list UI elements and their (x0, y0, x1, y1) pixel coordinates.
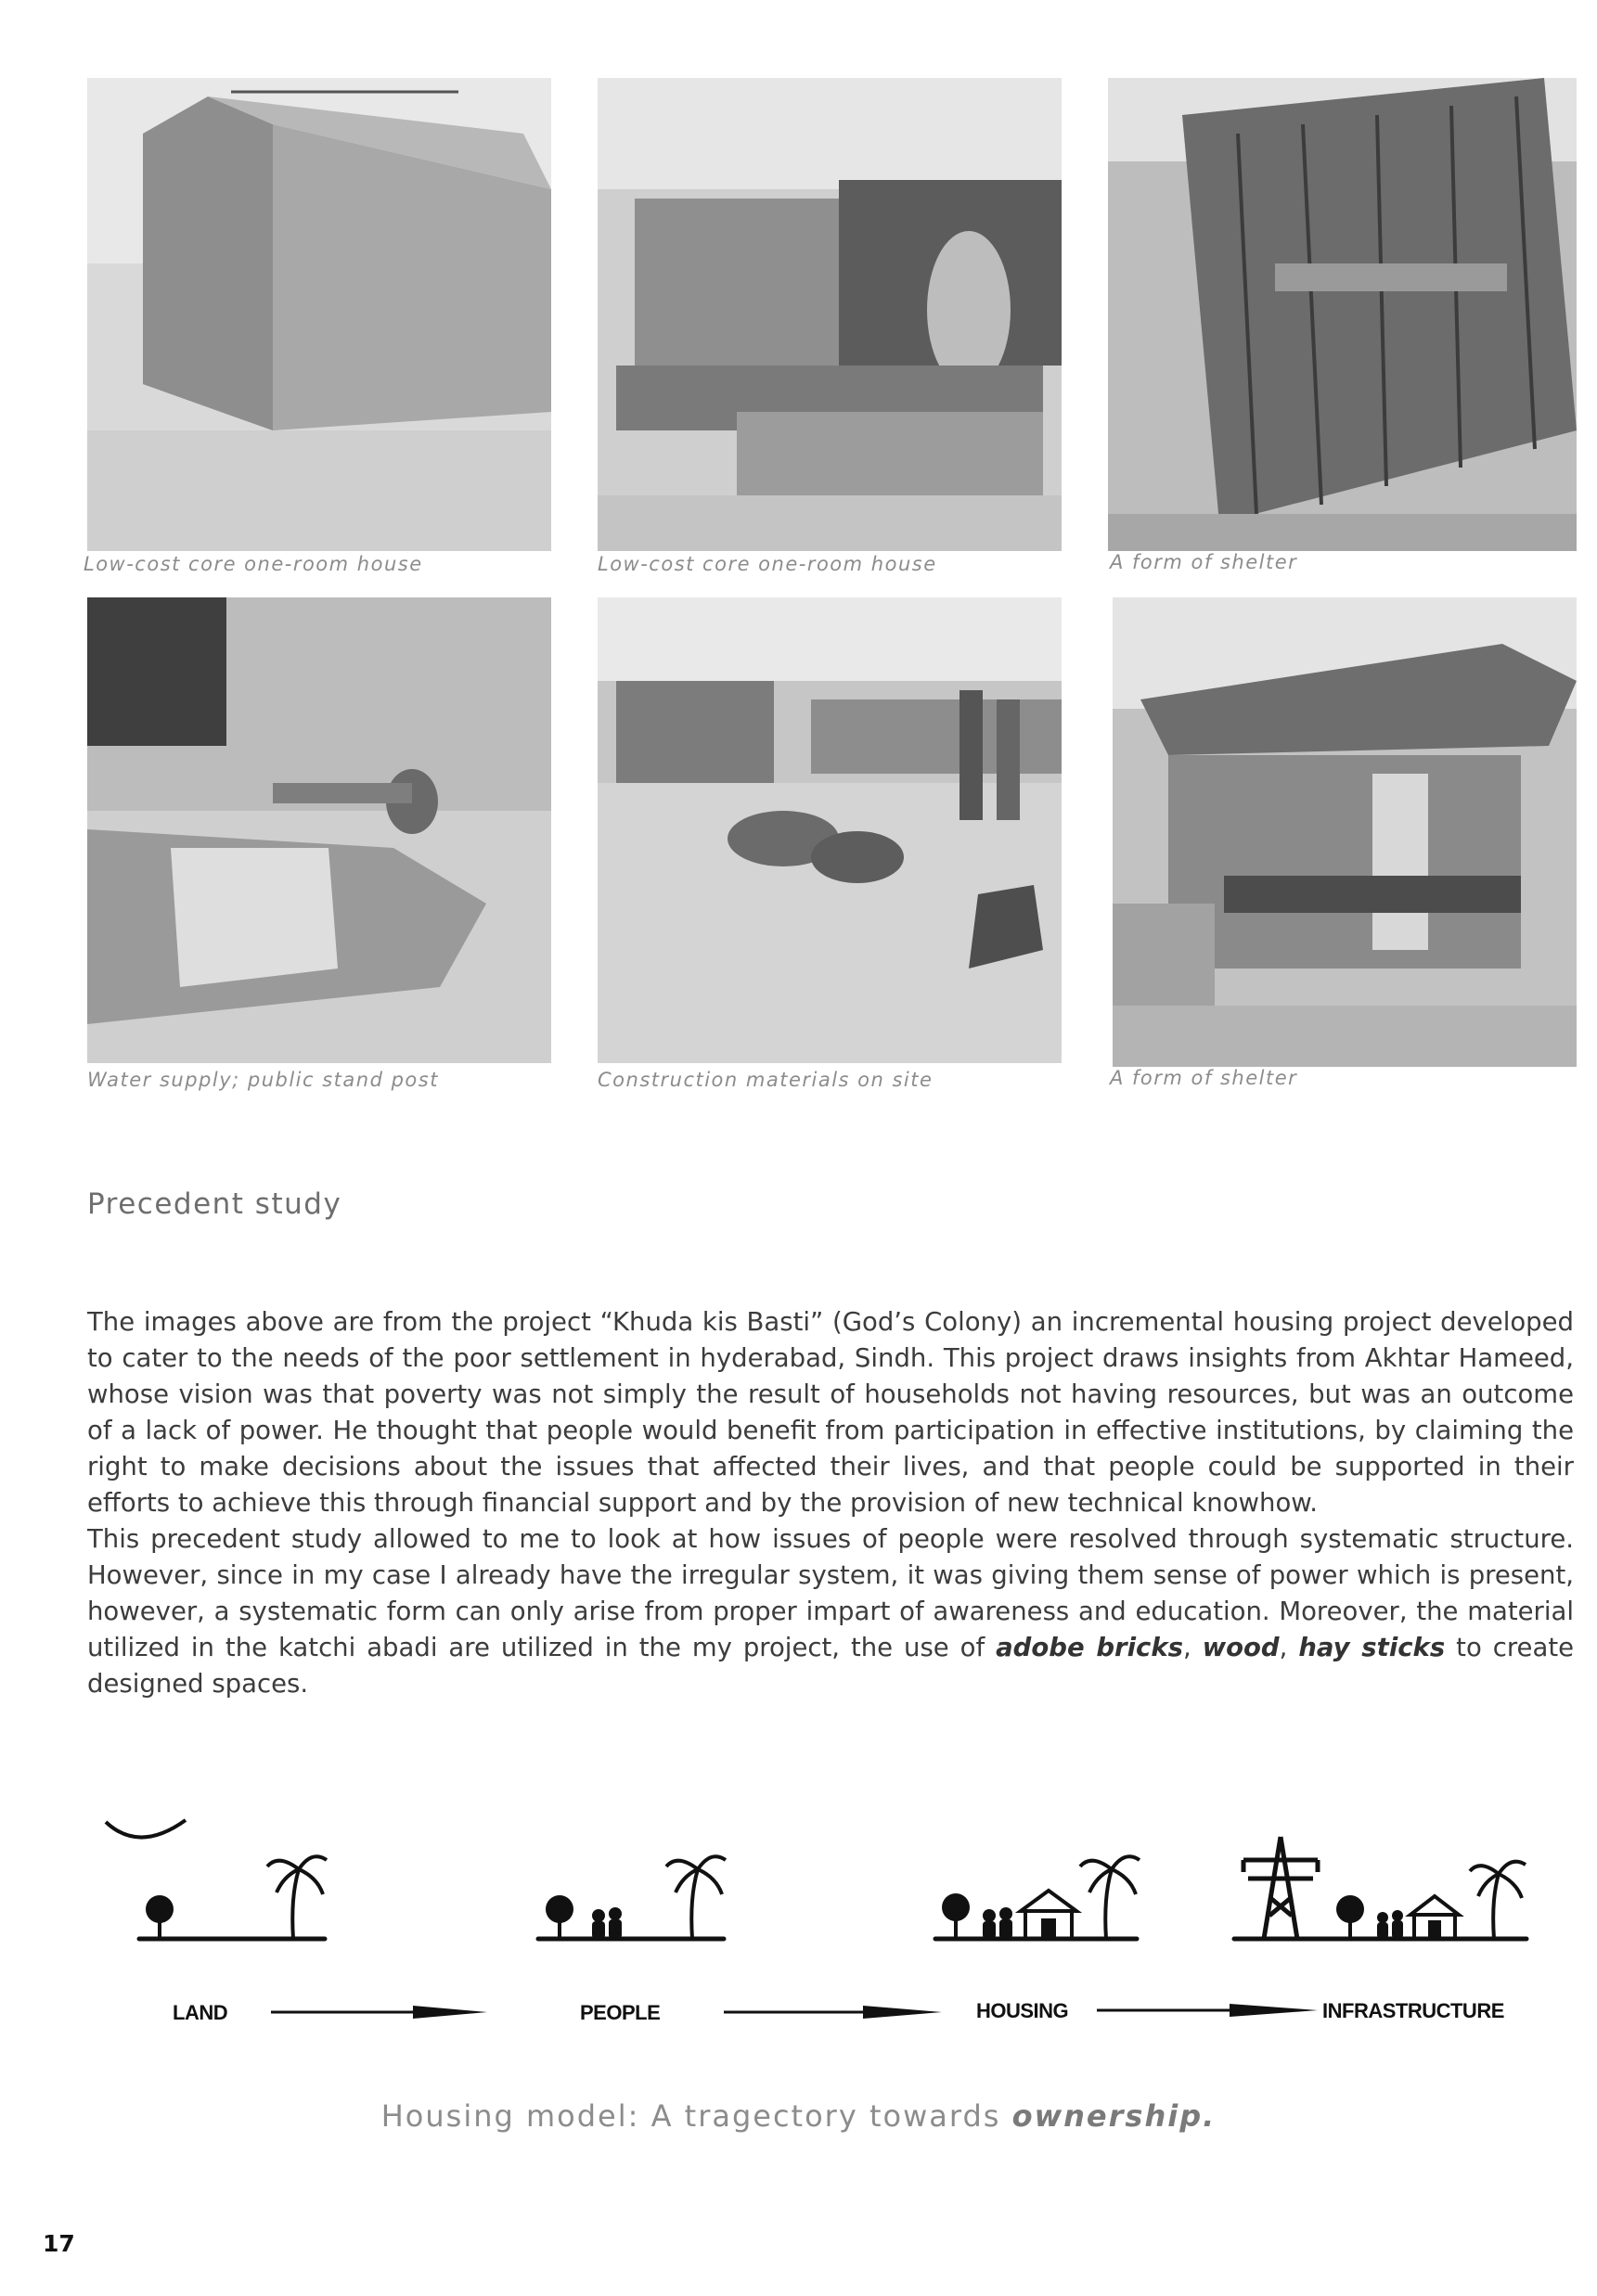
house-icon (1021, 1891, 1076, 1939)
paragraph-text: This precedent study allowed to me to look at how issues of people were resolved through systematic structure. However, since in my case I already have the irregular system, it was giving them sense of power which is present, however, a systematic form can only arise from proper impart of awareness and education. Moreover, the material utilized in the katchi abadi are utilized in the my project, the use of (87, 1524, 1574, 1662)
photo-stand-post (87, 597, 551, 1063)
diagram-caption-emphasis: ownership. (1011, 2098, 1217, 2134)
paragraph-text: to create designed spaces. (87, 1633, 1575, 1699)
photo-core-house-1 (87, 78, 551, 551)
tree-icon (546, 1895, 573, 1939)
photo-shelter-2 (1113, 597, 1577, 1067)
power-pylon-icon (1243, 1837, 1318, 1939)
paragraph: The images above are from the project “Khuda kis Basti” (God’s Colony) an incremental housing project developed to cater to the needs of the poor settlement in hyderabad, Sindh. This project draws insights from Akhtar Hameed, whose vision was that poverty was not simply the result of households not having resources, but was an outcome of a lack of power. He thought that people would benefit from participation in effective institutions, by claiming the right to make decisions about the issues that affected their lives, and that people could be supported in their efforts to achieve this through financial support and by the provision of new technical knowhow. (87, 1307, 1574, 1518)
sun-icon (106, 1820, 186, 1838)
photo-caption: Low-cost core one-room house (598, 553, 937, 575)
palm-icon (267, 1856, 327, 1939)
people-icon (1377, 1910, 1403, 1939)
photo-caption: Construction materials on site (598, 1069, 934, 1091)
arrow-icon (1097, 2004, 1318, 2017)
stage-label-housing: HOUSING (976, 1999, 1069, 2022)
tree-icon (1336, 1895, 1364, 1939)
arrow-icon (724, 2006, 942, 2019)
photo-shelter-1 (1108, 78, 1577, 551)
palm-icon (666, 1856, 726, 1939)
photo-construction-materials (598, 597, 1062, 1063)
arrow-icon (271, 2006, 487, 2019)
photo-caption: Water supply; public stand post (87, 1069, 439, 1091)
housing-model-diagram (93, 1809, 1540, 2050)
stage-label-people: PEOPLE (580, 2001, 661, 2024)
photo-caption: A form of shelter (1110, 551, 1298, 573)
diagram-caption-text: Housing model: A tragectory towards (380, 2098, 1012, 2134)
stage-label-infrastructure: INFRASTRUCTURE (1322, 1999, 1504, 2022)
separator: , (1279, 1633, 1299, 1662)
house-icon (1410, 1896, 1459, 1939)
material-emphasis: wood (1202, 1633, 1280, 1662)
page-number: 17 (43, 2230, 75, 2257)
stage-label-land: LAND (173, 2001, 228, 2024)
palm-icon (1080, 1856, 1140, 1939)
people-icon (592, 1907, 622, 1939)
paragraph (87, 1521, 1574, 1702)
photo-caption: A form of shelter (1110, 1067, 1298, 1089)
section-title: Precedent study (87, 1187, 342, 1221)
tree-icon (942, 1893, 970, 1939)
material-emphasis: hay sticks (1298, 1633, 1446, 1662)
palm-icon (1470, 1862, 1526, 1939)
diagram-caption (0, 2098, 1597, 2134)
photo-caption: Low-cost core one-room house (84, 553, 423, 575)
material-emphasis: adobe bricks (996, 1633, 1184, 1662)
people-icon (983, 1907, 1012, 1939)
body-text (87, 1304, 1574, 1702)
tree-icon (146, 1895, 174, 1939)
photo-core-house-2 (598, 78, 1062, 551)
separator: , (1183, 1633, 1203, 1662)
